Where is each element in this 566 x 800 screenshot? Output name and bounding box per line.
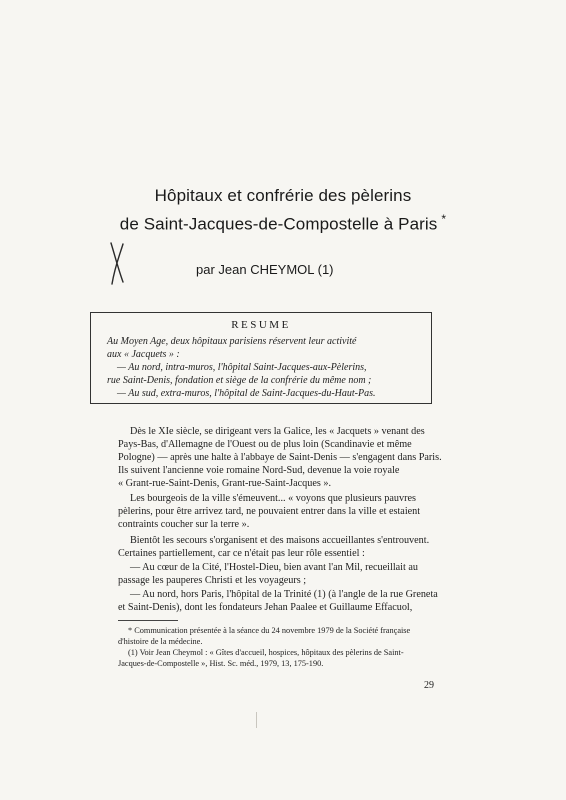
body-text-line: Pays-Bas, d'Allemagne de l'Ouest ou de plus loin (Scandinavie et même [118,439,412,450]
footnote-rule [118,620,178,621]
title-line-2-text: de Saint-Jacques-de-Compostelle à Paris [119,214,438,234]
body-text-line: — Au cœur de la Cité, l'Hostel-Dieu, bien avant l'an Mil, recueillait au [130,562,418,573]
body-text-line: contraints coucher sur la terre ». [118,519,250,530]
title-line-1-text: Hôpitaux et confrérie des pèlerins [154,186,412,205]
resume-line: rue Saint-Denis, fondation et siège de la confrérie du même nom ; [107,375,372,386]
body-text-line: Les bourgeois de la ville s'émeuvent... « voyons que plusieurs pauvres [130,493,416,504]
resume-line: Au Moyen Age, deux hôpitaux parisiens réservent leur activité [107,336,357,347]
body-text-line: et Saint-Denis), dont les fondateurs Jehan Paalee et Guillaume Effacuol, [118,602,413,613]
body-text-line: pèlerins, pour être arrivez tard, ne pouvaient entrer dans la ville et estaient [118,506,421,517]
footnote-line: Jacques-de-Compostelle », Hist. Sc. méd., 1979, 13, 175-190. [118,659,324,668]
body-text-line: Bientôt les secours s'organisent et des maisons accueillantes s'entrouvent. [130,535,430,546]
article-title-line-2 [80,212,486,235]
resume-line: — Au sud, extra-muros, l'hôpital de Saint-Jacques-du-Haut-Pas. [117,388,376,399]
body-text-line: Dès le XIe siècle, se dirigeant vers la Galice, les « Jacquets » venant des [130,426,425,437]
title-asterisk: * [441,212,447,226]
footnote-line: * Communication présentée à la séance du 24 novembre 1979 de la Société française [128,626,411,635]
resume-line: — Au nord, intra-muros, l'hôpital Saint-Jacques-aux-Pèlerins, [117,362,367,373]
article-title-line-1 [80,186,486,206]
page-number: 29 [424,680,434,691]
author-line: par Jean CHEYMOL (1) [196,262,334,277]
body-text-line: « Grant-rue-Saint-Denis, Grant-rue-Saint-Jacques ». [118,478,332,489]
body-text-line: — Au nord, hors Paris, l'hôpital de la Trinité (1) (à l'angle de la rue Greneta [130,589,438,600]
scan-artifact-mark [256,712,257,728]
footnote-line: d'histoire de la médecine. [118,637,203,646]
body-text-line: passage les pauperes Christi et les voyageurs ; [118,575,307,586]
handwritten-x-mark-icon [106,240,130,286]
body-text-line: Certaines partiellement, car ce n'était pas leur rôle essentiel : [118,548,365,559]
body-text-line: Pologne) — après une halte à l'abbaye de Saint-Denis — s'engagent dans Paris. [118,452,442,463]
footnote-line: (1) Voir Jean Cheymol : « Gîtes d'accueil, hospices, hôpitaux des pèlerins de Saint- [128,648,404,657]
body-text-line: Ils suivent l'ancienne voie romaine Nord-Sud, devenue la voie royale [118,465,400,476]
resume-heading: RESUME [231,319,291,331]
resume-line: aux « Jacquets » : [107,349,180,360]
